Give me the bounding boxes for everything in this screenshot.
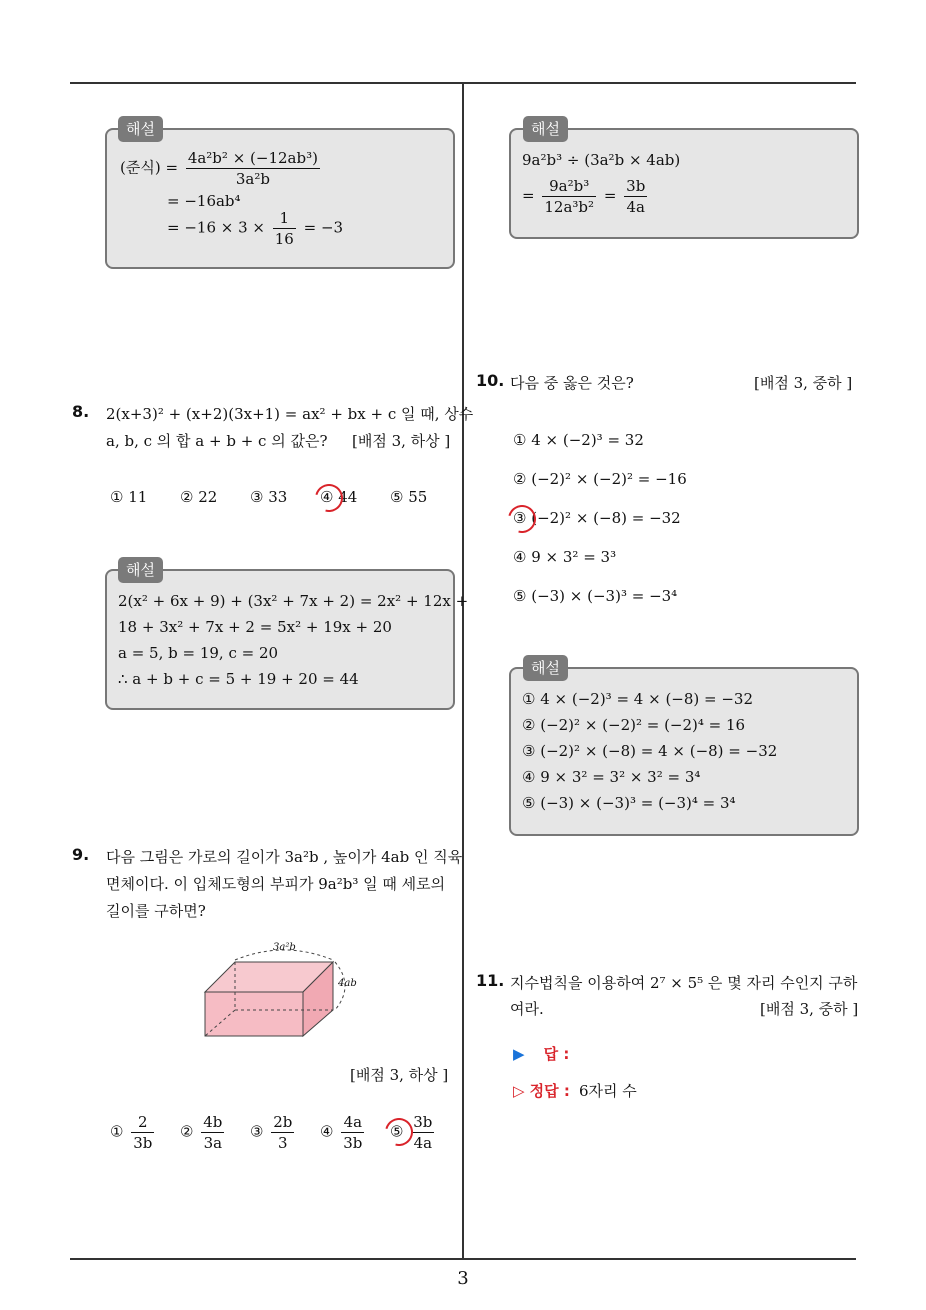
outline-play-icon: ▷ (513, 1082, 525, 1100)
score-label: [배점 3, 하상 ] (352, 432, 451, 450)
question-text: 2(x+3)² + (x+2)(3x+1) = ax² + bx + c 일 때, 상수 (106, 405, 474, 423)
column-divider (462, 84, 464, 1260)
question-text: 여라. (510, 1000, 544, 1018)
option-4[interactable]: ④ 44 (320, 488, 358, 506)
answer-label: 답 : (543, 1045, 570, 1063)
option-5[interactable]: ⑤ 55 (390, 488, 428, 506)
question-text: 길이를 구하면? (106, 902, 206, 920)
solution-line: ② (−2)² × (−2)² = (−2)⁴ = 16 (522, 716, 746, 734)
page-number: 3 (457, 1268, 469, 1289)
option-5[interactable]: ⑤ $\frac{3b}{4a}$ (390, 1113, 433, 1152)
solution-line: ④ 9 × 3² = 3² × 3² = 3⁴ (522, 768, 701, 786)
question-number: 8. (72, 402, 90, 421)
solution-line: ∴ a + b + c = 5 + 19 + 20 = 44 (118, 670, 359, 688)
score-label: [배점 3, 중하 ] (760, 1000, 859, 1018)
question-text: 다음 그림은 가로의 길이가 3a²b , 높이가 4ab 인 직육 (106, 848, 463, 866)
solution-tag: 해설 (523, 655, 568, 681)
correct-answer-label: 정답 : (529, 1082, 570, 1100)
solution-line: = −16 × 3 × $\frac{1}{16}$ = −3 (167, 209, 344, 248)
question-text: 면체이다. 이 입체도형의 부피가 9a²b³ 일 때 세로의 (106, 875, 446, 893)
solution-line: ⑤ (−3) × (−3)³ = (−3)⁴ = 3⁴ (522, 794, 736, 812)
option-2[interactable]: ② (−2)² × (−2)² = −16 (513, 470, 687, 488)
solution-line: 9a²b³ ÷ (3a²b × 4ab) (522, 151, 681, 169)
figure-height-label: 4ab (338, 978, 357, 989)
correct-answer-row (513, 1080, 637, 1101)
cuboid-figure (195, 940, 365, 1040)
solution-line: ① 4 × (−2)³ = 4 × (−8) = −32 (522, 690, 754, 708)
play-icon: ▶ (513, 1045, 525, 1063)
question-number: 10. (476, 371, 505, 390)
answer-row (513, 1043, 569, 1064)
score-label: [배점 3, 중하 ] (754, 374, 853, 392)
figure-width-label: 3a²b (273, 942, 296, 953)
option-1[interactable]: ① $\frac{2}{3b}$ (110, 1113, 153, 1152)
answer-circle-mark (503, 500, 541, 538)
solution-tag: 해설 (118, 116, 163, 142)
correct-answer-value: 6자리 수 (578, 1082, 637, 1100)
option-1[interactable]: ① 4 × (−2)³ = 32 (513, 431, 644, 449)
question-text: a, b, c 의 합 a + b + c 의 값은? (106, 432, 328, 450)
question-text: 다음 중 옳은 것은? (510, 374, 634, 392)
solution-box-8 (105, 569, 455, 710)
option-2[interactable]: ② 22 (180, 488, 218, 506)
solution-line: 18 + 3x² + 7x + 2 = 5x² + 19x + 20 (118, 618, 392, 636)
solution-line: (준식) = $\frac{\text{4a²b² × (−12ab³)}}{\text{3a²b}}$ (120, 149, 318, 188)
option-3[interactable]: ③ (−2)² × (−8) = −32 (513, 509, 681, 527)
solution-line: a = 5, b = 19, c = 20 (118, 644, 279, 662)
option-2[interactable]: ② $\frac{4b}{3a}$ (180, 1113, 223, 1152)
option-3[interactable]: ③ 33 (250, 488, 288, 506)
question-text: 지수법칙을 이용하여 2⁷ × 5⁵ 은 몇 자리 수인지 구하 (510, 974, 858, 992)
option-1[interactable]: ① 11 (110, 488, 148, 506)
question-number: 11. (476, 971, 505, 990)
solution-line: 2(x² + 6x + 9) + (3x² + 7x + 2) = 2x² + 12x + (118, 592, 469, 610)
solution-tag: 해설 (523, 116, 568, 142)
option-4[interactable]: ④ 9 × 3² = 3³ (513, 548, 617, 566)
option-5[interactable]: ⑤ (−3) × (−3)³ = −3⁴ (513, 587, 678, 605)
score-label: [배점 3, 하상 ] (350, 1066, 449, 1084)
solution-line: = −16ab⁴ (167, 192, 241, 210)
option-4[interactable]: ④ $\frac{4a}{3b}$ (320, 1113, 363, 1152)
solution-tag: 해설 (118, 557, 163, 583)
solution-line: ③ (−2)² × (−8) = 4 × (−8) = −32 (522, 742, 778, 760)
bottom-rule (70, 1258, 856, 1260)
question-number: 9. (72, 845, 90, 864)
option-3[interactable]: ③ $\frac{2b}{3}$ (250, 1113, 293, 1152)
answer-circle-mark (310, 479, 348, 517)
solution-line: = $\frac{\text{9a²b³}}{\text{12a³b²}}$ = $\frac{3b}{4a}$ (522, 177, 646, 216)
